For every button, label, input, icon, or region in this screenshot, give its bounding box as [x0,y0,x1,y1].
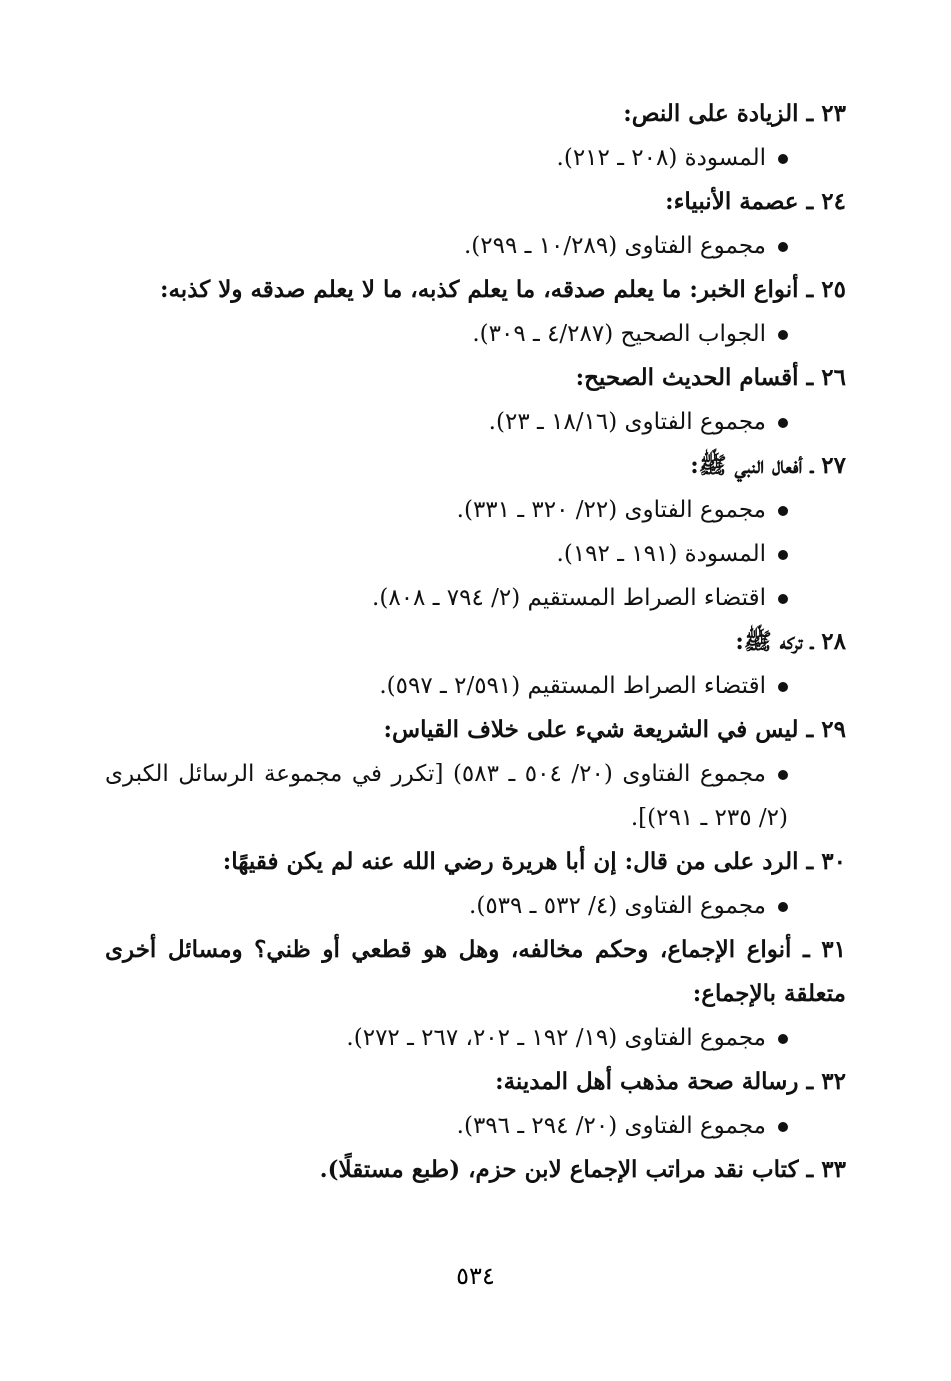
entry-30-ref-1: مجموع الفتاوى (٤/ ٥٣٢ ـ ٥٣٩). [105,884,846,928]
entry-26-heading: ٢٦ ـ أقسام الحديث الصحيح: [575,364,846,391]
entry-33-heading: ٣٣ ـ كتاب نقد مراتب الإجماع لابن حزم، (طبع مستقلًا). [319,1156,846,1183]
bullet-icon [778,594,788,604]
entry-29-heading: ٢٩ ـ ليس في الشريعة شيء على خلاف القياس: [383,716,846,743]
entry-27-ref-3: اقتضاء الصراط المستقيم (٢/ ٧٩٤ ـ ٨٠٨). [105,576,846,620]
entry-23-heading: ٢٣ ـ الزيادة على النص: [623,100,846,127]
bullet-icon [778,1122,788,1132]
entry-31-ref-1: مجموع الفتاوى (١٩/ ١٩٢ ـ ٢٠٢، ٢٦٧ ـ ٢٧٢). [105,1016,846,1060]
entry-27-ref-1: مجموع الفتاوى (٢٢/ ٣٢٠ ـ ٣٣١). [105,488,846,532]
page-number: ٥٣٤ [456,1264,495,1290]
entry-28-ref-1: اقتضاء الصراط المستقيم (٢/٥٩١ ـ ٥٩٧). [105,664,846,708]
entry-23-ref-1: المسودة (٢٠٨ ـ ٢١٢). [105,136,846,180]
bullet-icon [778,242,788,252]
bullet-icon [778,902,788,912]
bullet-icon [778,330,788,340]
entry-32-ref-1: مجموع الفتاوى (٢٠/ ٢٩٤ ـ ٣٩٦). [105,1104,846,1148]
bullet-icon [778,1034,788,1044]
entry-32-heading: ٣٢ ـ رسالة صحة مذهب أهل المدينة: [495,1068,846,1095]
entry-27-heading: ٢٧ ـ أفعال النبي ﷺ: [690,452,846,479]
bullet-icon [778,550,788,560]
entry-28-heading: ٢٨ ـ تركه ﷺ: [735,628,846,655]
entry-30-heading: ٣٠ ـ الرد على من قال: إن أبا هريرة رضي الله عنه لم يكن فقيهًا: [222,848,846,875]
entry-27-ref-2: المسودة (١٩١ ـ ١٩٢). [105,532,846,576]
entry-29-ref-1: مجموع الفتاوى (٢٠/ ٥٠٤ ـ ٥٨٣) [تكرر في مجموعة الرسائل الكبرى (٢/ ٢٣٥ ـ ٢٩١)]. [105,761,788,831]
entry-25-heading: ٢٥ ـ أنواع الخبر: ما يعلم صدقه، ما يعلم كذبه، ما لا يعلم صدقه ولا كذبه: [159,276,846,303]
bullet-icon [778,682,788,692]
entry-24-ref-1: مجموع الفتاوى (١٠/٢٨٩ ـ ٢٩٩). [105,224,846,268]
bullet-icon [778,154,788,164]
entry-25-ref-1: الجواب الصحيح (٤/٢٨٧ ـ ٣٠٩). [105,312,846,356]
entry-26-ref-1: مجموع الفتاوى (١٨/١٦ ـ ٢٣). [105,400,846,444]
bullet-icon [778,418,788,428]
entry-24-heading: ٢٤ ـ عصمة الأنبياء: [665,188,846,215]
entry-31-heading: ٣١ ـ أنواع الإجماع، وحكم مخالفه، وهل هو قطعي أو ظني؟ ومسائل أخرى متعلقة بالإجماع: [105,936,846,1007]
bullet-icon [778,770,788,780]
bullet-icon [778,506,788,516]
